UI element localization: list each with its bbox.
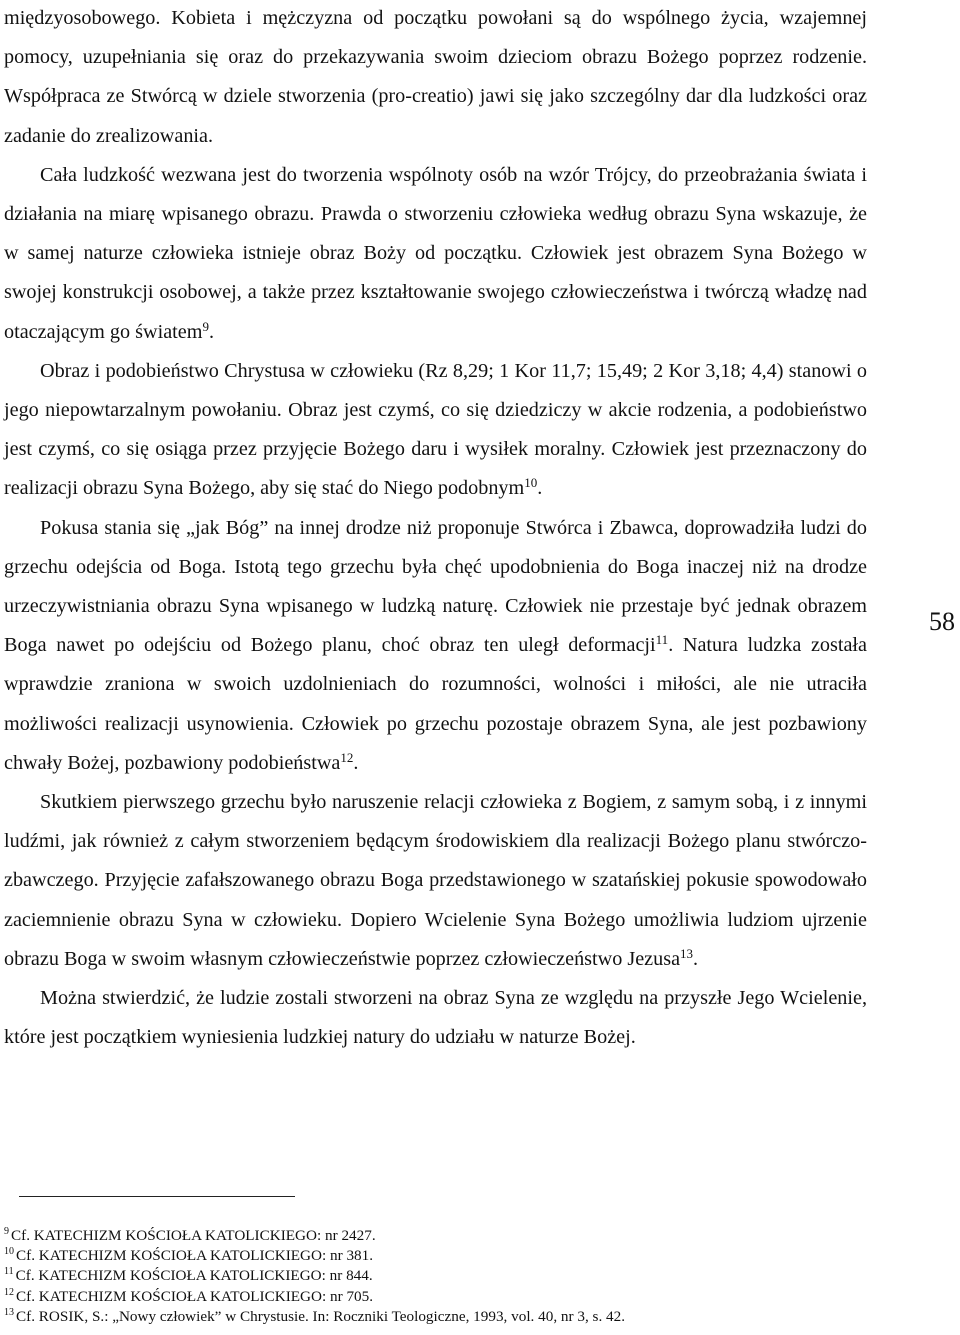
footnote-number: 12 xyxy=(4,1286,14,1298)
footnote-reference: 9 xyxy=(202,318,209,334)
paragraph-text: Można stwierdzić, że ludzie zostali stworzeni na obraz Syna ze względu na przyszłe Jego Wcielenie, które jest początkiem wyniesienia ludzkiej natury do udziału w naturze Bożej. xyxy=(4,987,867,1049)
footnote-reference: 12 xyxy=(340,749,354,765)
paragraph xyxy=(4,352,867,509)
footnote-number: 13 xyxy=(4,1306,14,1318)
footnote-text: Cf. KATECHIZM KOŚCIOŁA KATOLICKIEGO: nr 844. xyxy=(15,1267,373,1285)
paragraph-text: Skutkiem pierwszego grzechu było naruszenie relacji człowieka z Bogiem, z samym sobą, i z innymi ludźmi, jak również z całym stworzeniem będącym środowiskiem dla realizacji Bożego planu stwórczo-zbawczego. Przyjęcie zafałszowanego obrazu Boga przedstawionego w szatańskiej pokusie spowodowało zaciemnienie obrazu Syna w człowieku. Dopiero Wcielenie Syna Bożego umożliwia ludziom ujrzenie obrazu Boga w swoim własnym człowieczeństwie poprzez człowieczeństwo Jezusa xyxy=(4,791,867,970)
body-text xyxy=(4,0,867,1057)
footnote xyxy=(4,1226,864,1246)
footnote xyxy=(4,1246,864,1266)
footnote-separator xyxy=(19,1196,295,1197)
paragraph xyxy=(4,156,867,352)
paragraph-text: Cała ludzkość wezwana jest do tworzenia wspólnoty osób na wzór Trójcy, do przeobrażania świata i działania na miarę wpisanego obrazu. Prawda o stworzeniu człowieka według obrazu Syna wskazuje, że w samej naturze człowieka istnieje obraz Boży od początku. Człowiek jest obrazem Syna Bożego w swojej konstrukcji osobowej, a także przez kształtowanie swojego człowieczeństwa i twórczą władzę nad otaczającym go światem xyxy=(4,163,867,343)
paragraph xyxy=(4,783,867,979)
paragraph xyxy=(4,979,867,1057)
footnote-text: Cf. KATECHIZM KOŚCIOŁA KATOLICKIEGO: nr 381. xyxy=(16,1247,374,1265)
footnote-number: 10 xyxy=(4,1246,14,1258)
footnote xyxy=(4,1307,864,1327)
paragraph-text: Obraz i podobieństwo Chrystusa w człowieku (Rz 8,29; 1 Kor 11,7; 15,49; 2 Kor 3,18; 4,4) stanowi o jego niepowtarzalnym powołaniu. Obraz jest czymś, co się dziedziczy w akcie rodzenia, a podobieństwo jest czymś, co się osiąga przez przyjęcie Bożego daru i wysiłek moralny. Człowiek jest przeznaczony do realizacji obrazu Syna Bożego, aby się stać do Niego podobnym xyxy=(4,359,867,500)
footnote-text: Cf. ROSIK, S.: „Nowy człowiek” w Chrystusie. In: Roczniki Teologiczne, 1993, vol. 40, nr 3, s. 42. xyxy=(16,1307,626,1325)
footnote xyxy=(4,1287,864,1307)
paragraph xyxy=(4,0,867,156)
footnote-reference: 13 xyxy=(680,945,694,961)
footnote-reference: 10 xyxy=(524,475,538,491)
footnote-text: Cf. KATECHIZM KOŚCIOŁA KATOLICKIEGO: nr 705. xyxy=(16,1287,374,1305)
footnote xyxy=(4,1266,864,1286)
page-number: 58 xyxy=(929,607,955,636)
paragraph-text: . xyxy=(353,751,359,774)
paragraph-text: międzyosobowego. Kobieta i mężczyzna od początku powołani są do wspólnego życia, wzajemnej pomocy, uzupełniania się oraz do przekazywania swoim dzieciom obrazu Bożego poprzez rodzenie. Współpraca ze Stwórcą w dziele stworzenia (pro-creatio) jawi się jako szczególny dar dla ludzkości oraz zadanie do zrealizowania. xyxy=(4,7,867,147)
paragraph-text: . xyxy=(208,320,214,343)
footnote-text: Cf. KATECHIZM KOŚCIOŁA KATOLICKIEGO: nr 2427. xyxy=(11,1227,376,1244)
footnote-number: 11 xyxy=(4,1266,14,1278)
paragraph-text: . xyxy=(693,947,699,970)
paragraph-text: . Natura ludzka została wprawdzie zraniona w swoich uzdolnieniach do rozumności, wolności i miłości, ale nie utraciła możliwości realizacji usynowienia. Człowiek po grzechu pozostaje obrazem Syna, ale jest pozbawiony chwały Bożej, pozbawiony podobieństwa xyxy=(4,634,867,774)
footnotes xyxy=(4,1226,864,1327)
paragraph-text: . xyxy=(537,477,543,500)
footnote-number: 9 xyxy=(4,1226,9,1237)
footnote-reference: 11 xyxy=(655,632,669,648)
paragraph-text: Pokusa stania się „jak Bóg” na innej drodze niż proponuje Stwórca i Zbawca, doprowadziła ludzi do grzechu odejścia od Boga. Istotą tego grzechu była chęć upodobnienia do Boga inaczej niż na drodze urzeczywistniania obrazu Syna wpisanego w ludzką naturę. Człowiek nie przestaje być jednak obrazem Boga nawet po odejściu od Bożego planu, choć obraz ten uległ deformacji xyxy=(4,516,867,657)
paragraph xyxy=(4,509,867,783)
